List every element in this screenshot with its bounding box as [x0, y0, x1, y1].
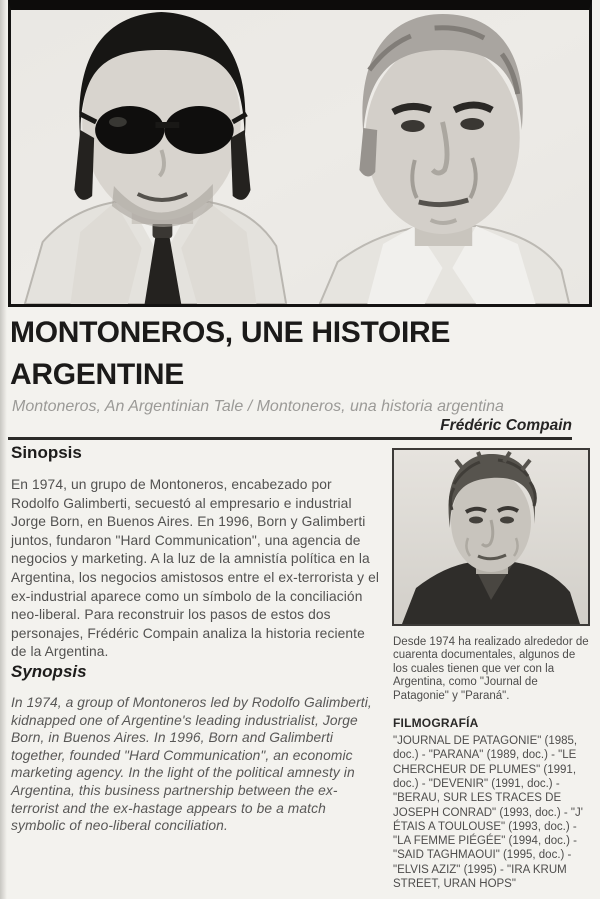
left-column: [11, 443, 382, 835]
filmography-heading: FILMOGRAFÍA: [393, 716, 479, 731]
film-subtitle: Montoneros, An Argentinian Tale / Montoneros, una historia argentina: [12, 398, 504, 415]
synopsis-heading: Synopsis: [11, 661, 87, 681]
horizontal-rule: [8, 437, 572, 440]
right-column: [392, 448, 592, 891]
director-portrait: [392, 448, 590, 626]
film-title-line1: MONTONEROS, UNE HISTOIRE: [10, 316, 451, 349]
sinopsis-heading: Sinopsis: [11, 443, 82, 462]
two-men-photo-illustration: [11, 10, 589, 304]
film-title: [10, 312, 590, 396]
director-name: Frédéric Compain: [440, 417, 572, 434]
synopsis-text: In 1974, a group of Montoneros led by Rodolfo Galimberti, kidnapped one of Argentine's leading industrialist, Jorge Born, in Buenos Aires. In 1996, Born and Galimberti together, founded "Hard Communication", an economic marketing agency. In the light of the political amnesty in Argentina, this business partnership between the ex-terrorist and the ex-hastage appears to be a match symbolic of neo-liberal conciliation.: [11, 694, 372, 834]
main-photo: [8, 0, 592, 307]
film-title-line2: ARGENTINE: [10, 358, 184, 391]
filmography-text: "JOURNAL DE PATAGONIE" (1985, doc.) - "PARANA" (1989, doc.) - "LE CHERCHEUR DE PLUMES" (1991, doc.) - "DEVENIR" (1991, doc.) - "BERAU, SUR LES TRACES DE JOSEPH CONRAD" (1993, doc.) - "J' ÉTAIS A TOULOUSE" (1993, doc.) - "LA FEMME PIÉGÉE" (1994, doc.) - "SAID TAGHMAOUI" (1995, doc.) - "ELVIS AZIZ" (1995) - "IRA KRUM STREET, URAN HOPS": [393, 735, 583, 890]
director-bio: Desde 1974 ha realizado alrededor de cuarenta documentales, algunos de los cuales tienen que ver con la Argentina, como "Journal de Patagonie" y "Paraná".: [393, 636, 589, 702]
director-portrait-illustration: [394, 450, 588, 624]
sinopsis-text: En 1974, un grupo de Montoneros, encabezado por Rodolfo Galimberti, secuestó al empresario e industrial Jorge Born, en Buenos Aires. En 1996, Born y Galimberti juntos, fundaron "Hard Communication", una agencia de negocios y marketing. A la luz de la amnistía política en la Argentina, los negocios amistosos entre el ex-terrorista y el ex-industrial aparece como un símbolo de la conciliación neo-liberal. Para reconstruir los pasos de estos dos personajes, Frédéric Compain analiza la historia reciente de la Argentina.: [11, 477, 380, 660]
